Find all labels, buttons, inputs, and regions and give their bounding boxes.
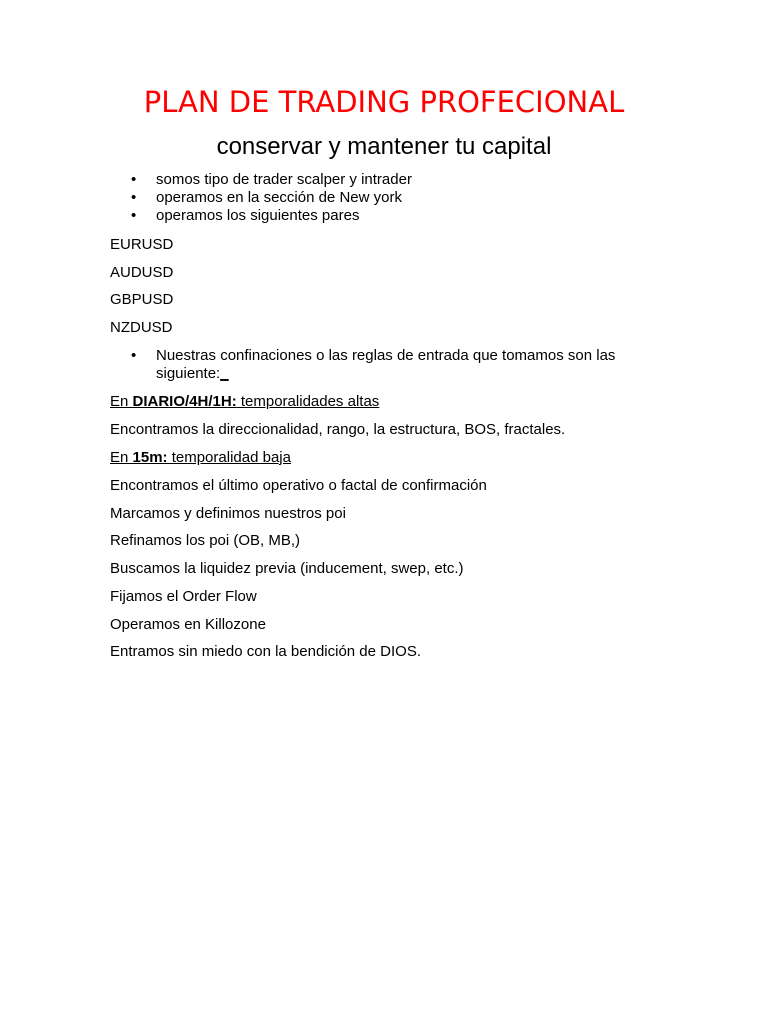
step-line: Operamos en Killozone xyxy=(110,616,266,633)
rules-bullet-line2: siguiente: xyxy=(156,365,221,382)
section-body-high-timeframes: Encontramos la direccionalidad, rango, la estructura, BOS, fractales. xyxy=(110,421,566,438)
list-item: • operamos en la sección de New york xyxy=(110,189,650,207)
step-line: Encontramos el último operativo o factal de confirmación xyxy=(110,477,487,494)
currency-pair: NZDUSD xyxy=(110,319,173,336)
section-heading-rest: temporalidad baja xyxy=(167,449,291,466)
step-line: Entramos sin miedo con la bendición de DIOS. xyxy=(110,643,421,660)
section-heading-prefix: En xyxy=(110,393,133,410)
document-title: PLAN DE TRADING PROFECIONAL xyxy=(143,85,625,119)
currency-pair: AUDUSD xyxy=(110,264,174,281)
list-item: • somos tipo de trader scalper y intrader xyxy=(110,171,650,189)
currency-pair: GBPUSD xyxy=(110,291,174,308)
list-item xyxy=(110,347,650,383)
step-line: Marcamos y definimos nuestros poi xyxy=(110,505,346,522)
currency-pair: EURUSD xyxy=(110,236,174,253)
section-heading-rest: temporalidades altas xyxy=(236,393,380,410)
section-heading-prefix: En xyxy=(110,449,133,466)
section-heading-low-timeframe xyxy=(110,449,291,467)
section-heading-high-timeframes xyxy=(110,393,379,411)
rules-bullet-trailing: _ xyxy=(220,365,229,382)
intro-bullet-list xyxy=(110,171,650,225)
section-heading-timeframes: DIARIO/4H/1H: xyxy=(132,393,237,410)
list-item: • operamos los siguientes pares xyxy=(110,207,650,225)
step-line: Refinamos los poi (OB, MB,) xyxy=(110,532,301,549)
document-subtitle: conservar y mantener tu capital xyxy=(216,133,552,160)
step-line: Fijamos el Order Flow xyxy=(110,588,257,605)
rules-bullet-line1: Nuestras confinaciones o las reglas de entrada que tomamos son las xyxy=(156,347,616,364)
step-line: Buscamos la liquidez previa (inducement, swep, etc.) xyxy=(110,560,464,577)
section-heading-timeframes: 15m: xyxy=(132,449,168,466)
rules-bullet-list xyxy=(110,347,650,383)
